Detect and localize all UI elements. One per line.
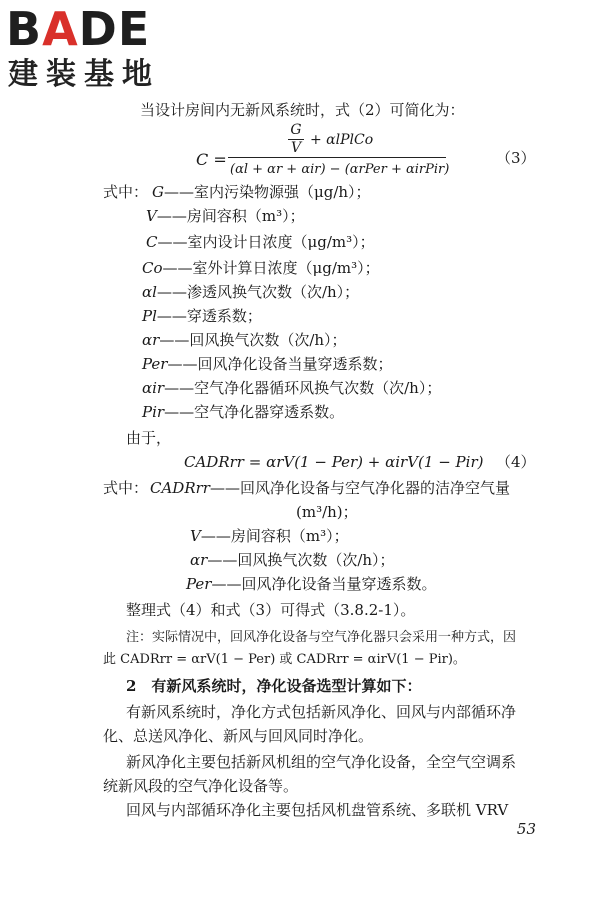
def-item: G——室内污染物源强（μg/h）；: [152, 183, 371, 201]
eq3-num-top: G: [290, 122, 302, 138]
eq3-num-rest: + αlPlCo: [310, 132, 374, 148]
page-number: 53: [516, 820, 536, 838]
note-line-1: 注：实际情况中，回风净化设备与空气净化器只会采用一种方式，因: [126, 630, 517, 645]
def-item: V——房间容积（m³）；: [146, 207, 305, 225]
def-item: CADRrr——回风净化设备与空气净化器的洁净空气量: [150, 479, 510, 497]
note-line-2: 此 CADRrr = αrV(1 − Per) 或 CADRrr = αirV(1 − Pir)。: [103, 652, 466, 667]
def-item: C——室内设计日浓度（μg/m³）；: [146, 233, 375, 251]
eq3-denominator: (αl + αr + αir) − (αrPer + αirPir): [230, 162, 450, 177]
equation-4: CADRrr = αrV(1 − Per) + αirV(1 − Pir): [184, 453, 484, 471]
para-2-line-2: 统新风段的空气净化设备等。: [103, 777, 299, 795]
def-item: V——房间容积（m³）；: [190, 527, 349, 545]
combine-text: 整理式（4）和式（3）可得式（3.8.2-1）。: [126, 601, 416, 619]
eq3-fraction-bar: [228, 157, 446, 158]
brand-logo: [6, 4, 186, 96]
def-item: αir——空气净化器循环风换气次数（次/h）；: [142, 379, 442, 397]
since-text: 由于，: [126, 429, 172, 447]
logo-wordmark: BADE: [6, 2, 151, 56]
def-item: (m³/h)；: [296, 503, 358, 521]
def-item: Pl——穿透系数；: [142, 307, 262, 325]
para-1-line-2: 化、总送风净化、新风与回风同时净化。: [103, 727, 374, 745]
eq4-tag: （4）: [496, 453, 536, 471]
defs-intro: 式中：: [103, 183, 149, 201]
logo-chinese: 建装基地: [8, 57, 160, 92]
item-2-heading: 2 有新风系统时，净化设备选型计算如下：: [126, 677, 422, 695]
def-item: Per——回风净化设备当量穿透系数。: [186, 575, 437, 593]
para-3-line-1: 回风与内部循环净化主要包括风机盘管系统、多联机 VRV: [126, 801, 509, 819]
def-item: αl——渗透风换气次数（次/h）；: [142, 283, 360, 301]
def-item: Per——回风净化设备当量穿透系数；: [142, 355, 393, 373]
def-item: αr——回风换气次数（次/h）；: [142, 331, 347, 349]
para-2-line-1: 新风净化主要包括新风机组的空气净化设备，全空气空调系: [126, 753, 517, 771]
eq3-tag: （3）: [496, 149, 536, 167]
defs2-intro: 式中：: [103, 479, 149, 497]
intro-text: 当设计房间内无新风系统时，式（2）可简化为：: [140, 101, 465, 119]
para-1-line-1: 有新风系统时，净化方式包括新风净化、回风与内部循环净: [126, 703, 517, 721]
def-item: Co——室外计算日浓度（μg/m³）；: [142, 259, 380, 277]
def-item: Pir——空气净化器穿透系数。: [142, 403, 345, 421]
eq3-num-bottom: V: [290, 140, 302, 156]
eq3-lhs: C =: [196, 150, 227, 169]
def-item: αr——回风换气次数（次/h）；: [190, 551, 395, 569]
